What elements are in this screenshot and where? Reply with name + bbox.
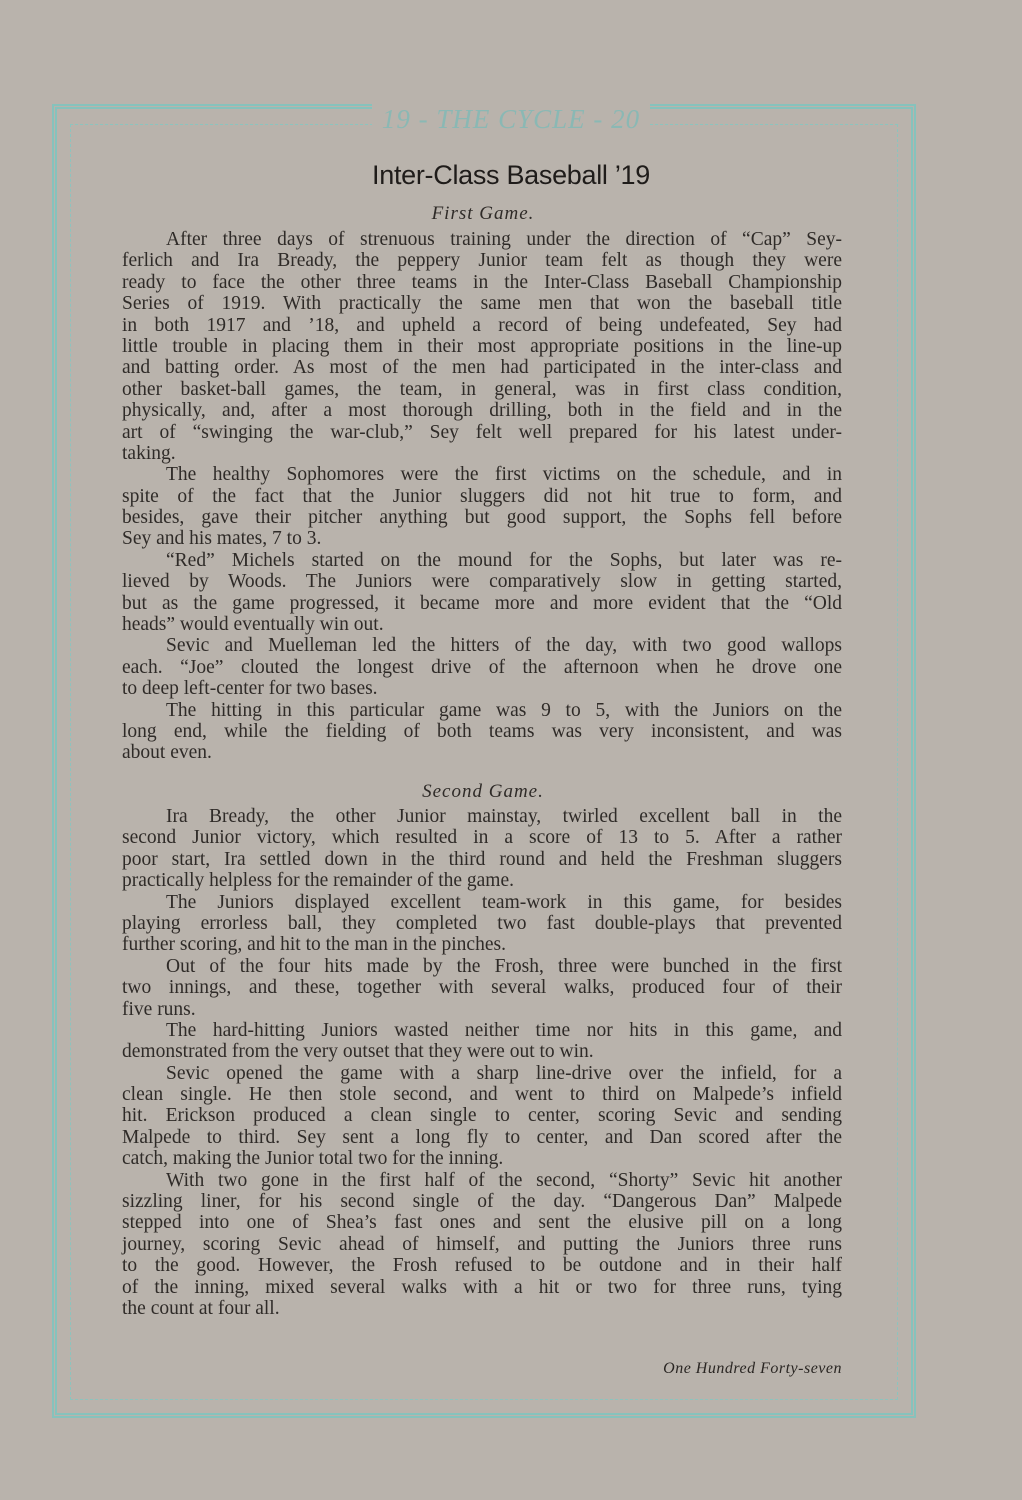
- paragraph: [122, 635, 842, 699]
- text-line: ferlich and Ira Bready, the peppery Junior team felt as though they were: [122, 250, 842, 272]
- text-line: besides, gave their pitcher anything but good support, the Sophs fell before: [122, 507, 842, 529]
- text-line: each. “Joe” clouted the longest drive of the afternoon when he drove one: [122, 656, 842, 678]
- text-line: Out of the four hits made by the Frosh, three were bunched in the first: [166, 955, 842, 977]
- text-line: spite of the fact that the Junior sluggers did not hit true to form, and: [122, 485, 842, 507]
- text-line: The hard-hitting Juniors wasted neither time nor hits in this game, and: [166, 1019, 842, 1041]
- text-line: Ira Bready, the other Junior mainstay, twirled excellent ball in the: [166, 806, 842, 827]
- text-line: to deep left-center for two bases.: [122, 678, 378, 700]
- text-line: stepped into one of Shea’s fast ones and sent the elusive pill on a long: [122, 1212, 842, 1234]
- paragraph: [122, 700, 842, 764]
- text-line: heads” would eventually win out.: [122, 614, 384, 636]
- text-line: little trouble in placing them in their most appropriate positions in the line-up: [122, 335, 842, 357]
- text-line: catch, making the Junior total two for the inning.: [122, 1148, 504, 1170]
- text-line: sizzling liner, for his second single of the day. “Dangerous Dan” Malpede: [122, 1191, 842, 1213]
- running-head: [0, 104, 1022, 135]
- section-heading-second-game: Second Game.: [422, 781, 544, 802]
- text-line: demonstrated from the very outset that they were out to win.: [122, 1041, 594, 1063]
- text-line: After three days of strenuous training under the direction of “Cap” Sey-: [166, 229, 842, 250]
- text-line: “Red” Michels started on the mound for the Sophs, but later was re-: [166, 549, 842, 571]
- text-line: of the inning, mixed several walks with a hit or two for three runs, tying: [122, 1276, 842, 1298]
- paragraph: [122, 956, 842, 1020]
- text-line: ready to face the other three teams in the Inter-Class Baseball Championship: [122, 271, 842, 293]
- text-line: The healthy Sophomores were the first victims on the schedule, and in: [166, 464, 842, 486]
- text-line: second Junior victory, which resulted in a score of 13 to 5. After a rather: [122, 827, 842, 849]
- paragraph: [122, 229, 842, 464]
- text-line: about even.: [122, 742, 212, 764]
- page-number: One Hundred Forty-seven: [663, 1360, 842, 1377]
- text-line: other basket-ball games, the team, in general, was in first class condition,: [122, 378, 842, 400]
- paragraph: [122, 806, 842, 892]
- text-line: journey, scoring Sevic ahead of himself, and putting the Juniors three runs: [122, 1233, 842, 1255]
- text-line: Sey and his mates, 7 to 3.: [122, 528, 322, 550]
- text-line: but as the game progressed, it became more and more evident that the “Old: [122, 592, 842, 614]
- text-line: the count at four all.: [122, 1297, 280, 1319]
- text-line: further scoring, and hit to the man in the pinches.: [122, 934, 506, 956]
- text-line: playing errorless ball, they completed two fast double-plays that prevented: [122, 912, 842, 934]
- paragraph: [122, 464, 842, 550]
- section-heading-first-game: First Game.: [431, 203, 535, 224]
- text-line: hit. Erickson produced a clean single to center, scoring Sevic and sending: [122, 1105, 842, 1127]
- text-line: and batting order. As most of the men had participated in the inter-class and: [122, 357, 842, 379]
- page-title: Inter-Class Baseball ’19: [372, 160, 650, 190]
- text-line: Sevic and Muelleman led the hitters of the day, with two good wallops: [166, 635, 842, 657]
- paragraph: [122, 1063, 842, 1170]
- running-head-text: 19 - THE CYCLE - 20: [372, 104, 650, 134]
- text-line: Series of 1919. With practically the same men that won the baseball title: [122, 293, 842, 315]
- text-line: art of “swinging the war-club,” Sey felt well prepared for his latest under-: [122, 421, 842, 443]
- paragraph: [122, 1170, 842, 1320]
- text-line: clean single. He then stole second, and went to third on Malpede’s infield: [122, 1084, 842, 1106]
- paragraph: [122, 892, 842, 956]
- text-line: taking.: [122, 442, 176, 464]
- text-line: long end, while the fielding of both teams was very inconsistent, and was: [122, 720, 842, 742]
- paragraph: [122, 550, 842, 636]
- text-line: Sevic opened the game with a sharp line-drive over the infield, for a: [166, 1062, 842, 1084]
- text-line: five runs.: [122, 998, 196, 1020]
- text-line: The Juniors displayed excellent team-work in this game, for besides: [166, 891, 842, 913]
- section-body-first-game: [122, 229, 842, 764]
- text-line: physically, and, after a most thorough drilling, both in the field and in the: [122, 400, 842, 422]
- section-body-second-game: [122, 806, 842, 1319]
- text-line: With two gone in the first half of the second, “Shorty” Sevic hit another: [166, 1169, 842, 1191]
- paragraph: [122, 1020, 842, 1063]
- text-line: poor start, Ira settled down in the third round and held the Freshman sluggers: [122, 848, 842, 870]
- text-line: two innings, and these, together with several walks, produced four of their: [122, 977, 842, 999]
- text-line: to the good. However, the Frosh refused to be outdone and in their half: [122, 1255, 842, 1277]
- text-line: in both 1917 and ’18, and upheld a record of being undefeated, Sey had: [122, 314, 842, 336]
- text-line: Malpede to third. Sey sent a long fly to center, and Dan scored after the: [122, 1126, 842, 1148]
- text-line: The hitting in this particular game was 9 to 5, with the Juniors on the: [166, 699, 842, 721]
- text-line: practically helpless for the remainder of the game.: [122, 870, 514, 892]
- text-line: lieved by Woods. The Juniors were comparatively slow in getting started,: [122, 571, 842, 593]
